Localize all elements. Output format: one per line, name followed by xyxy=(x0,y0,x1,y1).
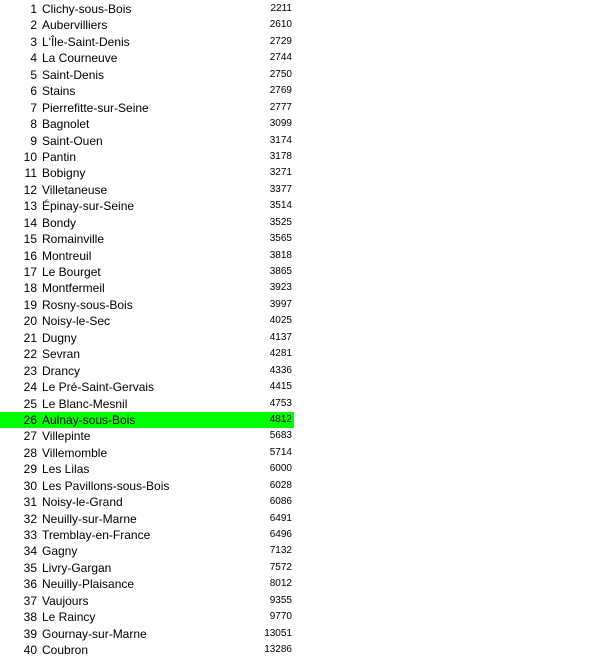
row-value: 6496 xyxy=(269,529,292,540)
row-rank: 31 xyxy=(23,495,37,510)
row-rank: 2 xyxy=(30,18,37,33)
row-commune-name: L'Île-Saint-Denis xyxy=(42,34,130,49)
table-row xyxy=(0,626,294,642)
row-commune-name: Bondy xyxy=(42,215,77,230)
row-commune-name: Clichy-sous-Bois xyxy=(42,2,132,16)
row-rank: 17 xyxy=(23,265,37,279)
row-rank: 13 xyxy=(23,199,37,214)
row-value: 4812 xyxy=(269,413,292,425)
table-row xyxy=(0,215,294,231)
row-rank: 21 xyxy=(23,330,37,345)
row-commune-name: La Courneuve xyxy=(42,51,118,66)
row-commune-name: Aulnay-sous-Bois xyxy=(42,412,136,427)
row-rank: 22 xyxy=(23,347,37,362)
row-rank: 27 xyxy=(23,429,37,444)
row-commune-name: Épinay-sur-Seine xyxy=(42,199,135,214)
row-commune-name: Pantin xyxy=(42,149,77,164)
row-rank: 3 xyxy=(30,34,37,49)
row-commune-name: Dugny xyxy=(42,330,77,345)
row-value: 13286 xyxy=(264,644,292,656)
table-row xyxy=(0,165,294,181)
row-rank: 35 xyxy=(23,560,37,575)
row-rank: 29 xyxy=(23,462,37,477)
row-commune-name: Vaujours xyxy=(42,593,89,608)
table-row xyxy=(0,17,294,33)
row-value: 2211 xyxy=(270,3,292,14)
row-value: 6028 xyxy=(269,479,292,491)
row-value: 2750 xyxy=(269,68,292,80)
row-commune-name: Les Lilas xyxy=(42,462,90,477)
row-value: 4025 xyxy=(269,315,292,327)
row-value: 13051 xyxy=(264,627,292,639)
table-row xyxy=(0,248,294,264)
row-rank: 37 xyxy=(23,593,37,608)
table-row xyxy=(0,527,294,543)
row-value: 4281 xyxy=(269,348,292,360)
row-value: 8012 xyxy=(269,578,292,590)
table-row xyxy=(0,478,294,494)
row-commune-name: Rosny-sous-Bois xyxy=(42,297,133,312)
row-value: 9770 xyxy=(269,611,292,623)
row-value: 2769 xyxy=(269,85,292,97)
row-rank: 20 xyxy=(23,314,37,329)
row-value: 3525 xyxy=(269,216,292,228)
row-value: 2777 xyxy=(269,101,292,113)
row-commune-name: Villepinte xyxy=(42,429,91,444)
row-rank: 34 xyxy=(23,544,37,559)
table-row xyxy=(0,609,294,625)
row-commune-name: Stains xyxy=(42,84,76,99)
row-value: 5683 xyxy=(269,430,292,442)
table-row xyxy=(0,379,294,395)
row-rank: 16 xyxy=(23,248,37,263)
row-value: 3818 xyxy=(269,249,292,261)
table-row xyxy=(0,461,294,477)
row-value: 4336 xyxy=(269,364,292,376)
row-value: 6086 xyxy=(269,496,292,508)
table-row xyxy=(0,494,294,510)
table-row xyxy=(0,34,294,50)
row-value: 2610 xyxy=(269,19,292,31)
row-value: 4137 xyxy=(269,331,292,343)
ranking-table xyxy=(0,1,294,659)
row-commune-name: Villetaneuse xyxy=(42,182,108,197)
table-row xyxy=(0,560,294,576)
row-value: 5714 xyxy=(269,446,292,458)
table-row xyxy=(0,182,294,198)
table-row-highlighted xyxy=(0,412,294,428)
row-commune-name: Le Pré-Saint-Gervais xyxy=(42,380,155,395)
table-row xyxy=(0,543,294,559)
row-rank: 24 xyxy=(23,380,37,395)
row-rank: 25 xyxy=(23,396,37,411)
row-commune-name: Tremblay-en-France xyxy=(42,528,151,542)
row-rank: 10 xyxy=(23,149,37,164)
row-rank: 12 xyxy=(23,182,37,197)
row-commune-name: Le Bourget xyxy=(42,265,101,279)
row-value: 6491 xyxy=(269,512,292,524)
row-commune-name: Le Blanc-Mesnil xyxy=(42,396,128,411)
row-commune-name: Le Raincy xyxy=(42,610,96,625)
table-row xyxy=(0,297,294,313)
table-row xyxy=(0,67,294,83)
table-row xyxy=(0,330,294,346)
table-row xyxy=(0,50,294,66)
row-rank: 40 xyxy=(23,643,37,658)
row-commune-name: Noisy-le-Grand xyxy=(42,495,123,510)
row-commune-name: Saint-Denis xyxy=(42,67,105,82)
row-value: 3377 xyxy=(269,183,292,195)
row-rank: 1 xyxy=(30,2,37,16)
table-row xyxy=(0,346,294,362)
row-rank: 7 xyxy=(30,100,37,115)
row-commune-name: Bagnolet xyxy=(42,117,90,132)
table-row xyxy=(0,133,294,149)
row-value: 3099 xyxy=(269,118,292,130)
row-rank: 23 xyxy=(23,363,37,378)
row-commune-name: Montfermeil xyxy=(42,281,105,296)
row-commune-name: Les Pavillons-sous-Bois xyxy=(42,478,170,493)
row-value: 3514 xyxy=(269,200,292,212)
row-value: 7132 xyxy=(269,545,292,557)
row-value: 2744 xyxy=(269,52,292,64)
row-rank: 32 xyxy=(23,511,37,526)
table-row xyxy=(0,428,294,444)
table-row xyxy=(0,116,294,132)
row-commune-name: Gournay-sur-Marne xyxy=(42,626,147,641)
row-rank: 18 xyxy=(23,281,37,296)
row-commune-name: Neuilly-Plaisance xyxy=(42,577,135,592)
table-row xyxy=(0,363,294,379)
table-row xyxy=(0,576,294,592)
row-rank: 6 xyxy=(30,84,37,99)
table-row xyxy=(0,149,294,165)
table-row xyxy=(0,313,294,329)
row-value: 3271 xyxy=(269,167,292,179)
row-rank: 15 xyxy=(23,232,37,247)
row-rank: 8 xyxy=(30,117,37,132)
table-row xyxy=(0,231,294,247)
table-row xyxy=(0,642,294,658)
row-rank: 26 xyxy=(23,412,37,427)
row-commune-name: Coubron xyxy=(42,643,89,658)
row-rank: 5 xyxy=(30,67,37,82)
row-commune-name: Saint-Ouen xyxy=(42,133,103,148)
row-rank: 38 xyxy=(23,610,37,625)
table-row xyxy=(0,264,294,280)
table-row xyxy=(0,396,294,412)
table-row xyxy=(0,593,294,609)
row-commune-name: Pierrefitte-sur-Seine xyxy=(42,100,149,115)
row-value: 6000 xyxy=(269,463,292,475)
row-commune-name: Villemomble xyxy=(42,445,108,460)
row-commune-name: Livry-Gargan xyxy=(42,560,112,575)
table-row xyxy=(0,198,294,214)
row-value: 3565 xyxy=(269,233,292,245)
row-rank: 33 xyxy=(23,528,37,542)
row-value: 3923 xyxy=(269,282,292,294)
row-commune-name: Drancy xyxy=(42,363,81,378)
row-rank: 28 xyxy=(23,445,37,460)
row-value: 7572 xyxy=(269,561,292,573)
row-value: 4753 xyxy=(269,397,292,409)
row-value: 9355 xyxy=(269,594,292,606)
row-rank: 19 xyxy=(23,297,37,312)
row-rank: 14 xyxy=(23,215,37,230)
row-commune-name: Sevran xyxy=(42,347,81,362)
table-row xyxy=(0,1,294,17)
row-rank: 39 xyxy=(23,626,37,641)
row-value: 3997 xyxy=(269,298,292,310)
row-rank: 9 xyxy=(30,133,37,148)
row-commune-name: Romainville xyxy=(42,232,105,247)
row-commune-name: Neuilly-sur-Marne xyxy=(42,511,137,526)
row-value: 3865 xyxy=(269,266,292,277)
row-value: 2729 xyxy=(269,35,292,47)
row-rank: 4 xyxy=(30,51,37,66)
table-row xyxy=(0,511,294,527)
row-value: 4415 xyxy=(269,381,292,393)
row-commune-name: Gagny xyxy=(42,544,78,559)
table-row xyxy=(0,83,294,99)
row-value: 3174 xyxy=(269,134,292,146)
table-row xyxy=(0,100,294,116)
row-value: 3178 xyxy=(269,150,292,162)
row-commune-name: Bobigny xyxy=(42,166,86,181)
row-rank: 30 xyxy=(23,478,37,493)
row-rank: 11 xyxy=(24,166,37,181)
table-row xyxy=(0,445,294,461)
row-commune-name: Aubervilliers xyxy=(42,18,108,33)
row-commune-name: Noisy-le-Sec xyxy=(42,314,111,329)
table-row xyxy=(0,280,294,296)
row-commune-name: Montreuil xyxy=(42,248,92,263)
row-rank: 36 xyxy=(23,577,37,592)
